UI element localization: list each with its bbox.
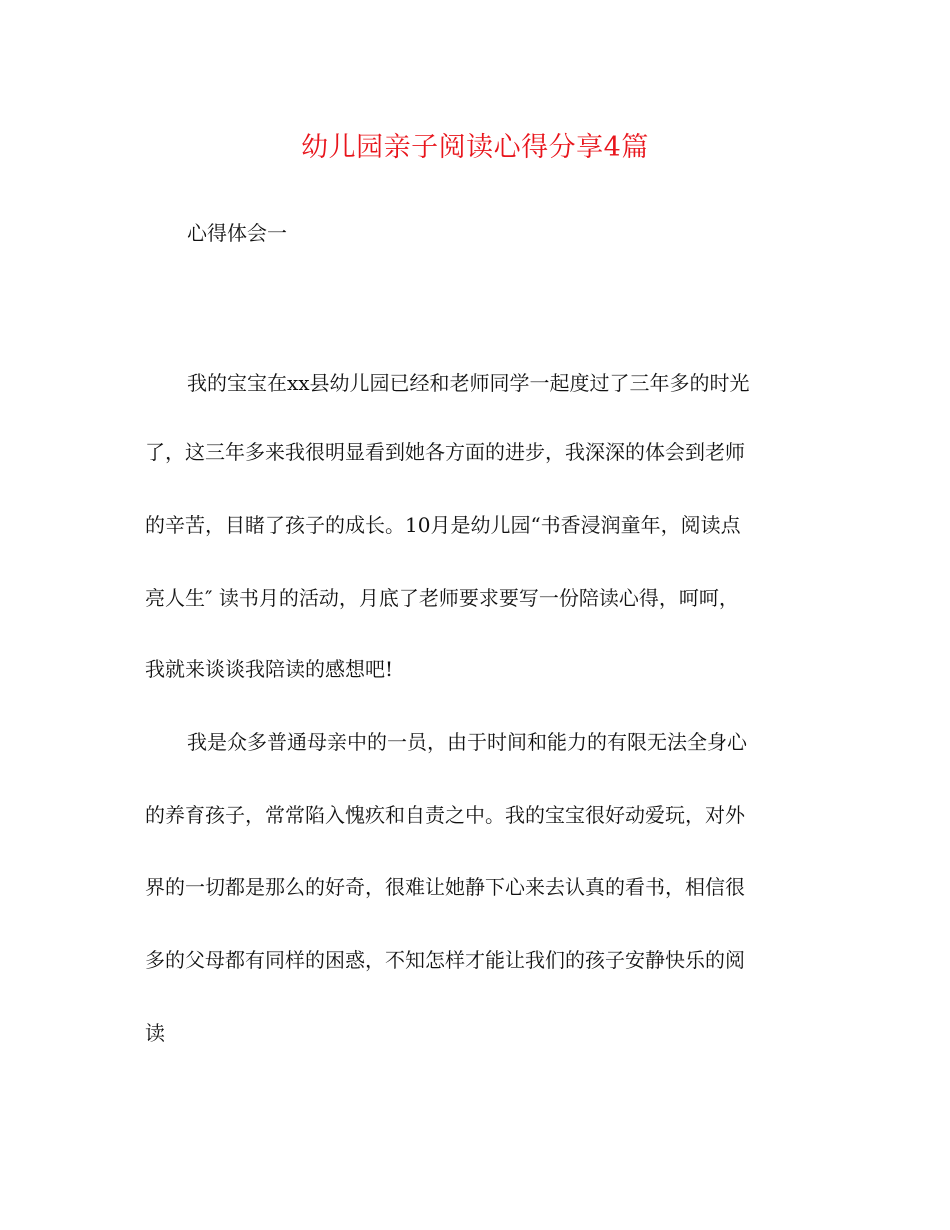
paragraph-1-line-5: 我就来谈谈我陪读的感想吧! <box>145 657 394 681</box>
paragraph-2-line-1: 我是众多普通母亲中的一员，由于时间和能力的有限无法全身心 <box>187 730 747 754</box>
paragraph-1-line-2: 了，这三年多来我很明显看到她各方面的进步，我深深的体会到老师 <box>145 440 745 464</box>
paragraph-2-line-2: 的养育孩子，常常陷入愧疚和自责之中。我的宝宝很好动爱玩，对外 <box>145 803 745 827</box>
paragraph-2-line-5: 读 <box>145 1021 165 1045</box>
section-heading: 心得体会一 <box>187 221 287 245</box>
paragraph-1-line-3: 的辛苦，目睹了孩子的成长。10月是幼儿园“书香浸润童年，阅读点 <box>145 513 741 537</box>
paragraph-2-line-4: 多的父母都有同样的困惑，不知怎样才能让我们的孩子安静快乐的阅 <box>145 948 745 972</box>
document-title: 幼儿园亲子阅读心得分享4篇 <box>301 132 649 163</box>
paragraph-1-line-1: 我的宝宝在xx县幼儿园已经和老师同学一起度过了三年多的时光 <box>187 371 750 395</box>
paragraph-1-line-4: 亮人生″ 读书月的活动，月底了老师要求要写一份陪读心得，呵呵， <box>145 586 739 610</box>
paragraph-2-line-3: 界的一切都是那么的好奇，很难让她静下心来去认真的看书，相信很 <box>145 875 745 899</box>
